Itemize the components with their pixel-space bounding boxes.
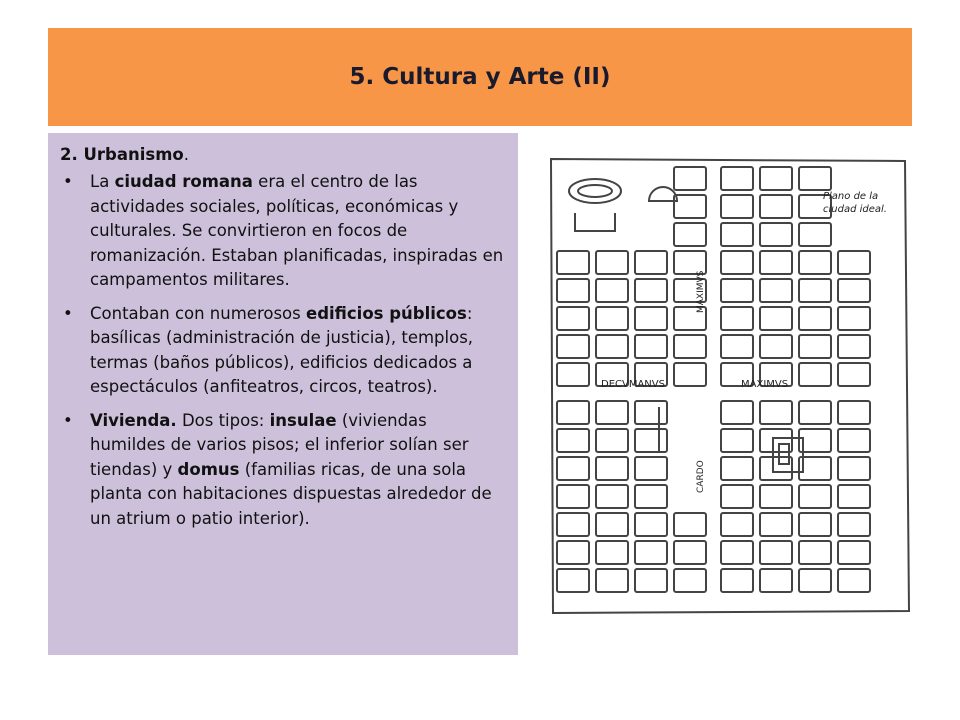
bullet-list <box>60 170 506 531</box>
bullet-icon: • <box>63 303 73 323</box>
content-panel <box>48 133 518 655</box>
cardo-label: CARDO <box>696 460 706 493</box>
decumanus-label: DECVMANVS <box>601 379 665 390</box>
bullet-item-ciudad: • La ciudad romana era el centro de las actividades sociales, políticas, económicas y culturales. Se convirtieron en focos de romanización. Estaban planificadas, inspiradas en campamentos militares. <box>63 172 504 289</box>
slide-title-bar <box>48 28 912 126</box>
section-heading: 2. Urbanismo. <box>60 145 189 164</box>
roman-city-plan <box>533 153 911 617</box>
city-plan-drawing <box>533 153 911 617</box>
bullet-item-vivienda: • Vivienda. Dos tipos: insulae (viviendas humildes de varios pisos; el inferior solían ser tiendas) y domus (familias ricas, de una sola planta con habitaciones dispuestas alrededor de un atrium o patio interior). <box>63 410 492 528</box>
bullet-icon: • <box>63 172 73 191</box>
maximus-vertical-label: MAXIMVS <box>696 270 706 313</box>
slide-title: 5. Cultura y Arte (II) <box>349 64 611 90</box>
bullet-item-edificios: • Contaban con numerosos edificios públicos: basílicas (administración de justicia), templos, termas (baños públicos), edificios dedicados a espectáculos (anfiteatros, circos, teatros). <box>63 303 474 396</box>
plan-caption: Plano de la ciudad ideal. <box>823 191 887 215</box>
maximus-label: MAXIMVS <box>741 379 789 390</box>
bullet-icon: • <box>63 410 73 430</box>
